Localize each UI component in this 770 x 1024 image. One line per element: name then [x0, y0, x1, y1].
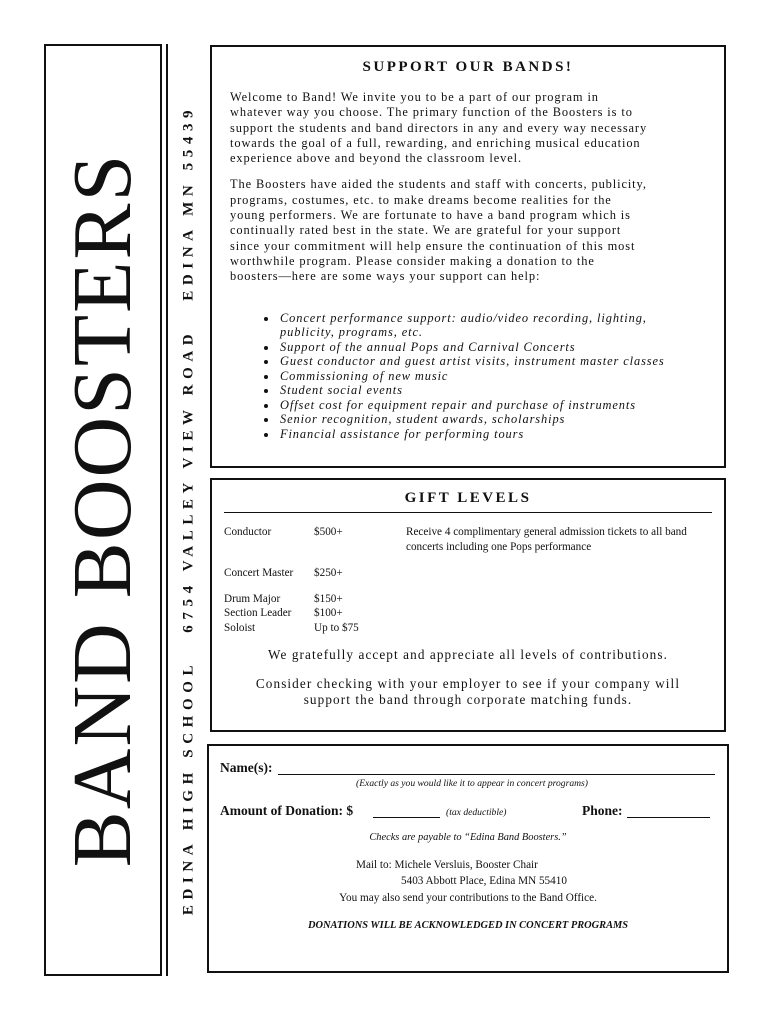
mail-address-line: 5403 Abbott Place, Edina MN 55410	[401, 875, 567, 887]
support-section	[210, 45, 726, 468]
amount-label: Amount of Donation: $	[220, 803, 354, 818]
text-line: Welcome to Band! We invite you to be a part of our program in	[230, 90, 599, 104]
name-label: Name(s):	[220, 760, 273, 775]
text-line: since your commitment will help ensure the continuation of this most	[230, 238, 636, 253]
text-line: experience above and beyond the classroom level.	[230, 151, 522, 166]
support-intro-paragraph	[230, 90, 706, 166]
list-item: • Student social events	[278, 383, 706, 398]
text-line: young performers. We are fortunate to have a band program which is	[230, 208, 631, 223]
amount-field[interactable]	[373, 817, 440, 818]
list-item: • Support of the annual Pops and Carnival Concerts	[278, 340, 706, 355]
name-field[interactable]	[278, 774, 715, 775]
band-office-note: You may also send your contributions to the Band Office.	[339, 892, 597, 904]
text-line: towards the goal of a full, rewarding, and enriching musical education	[230, 135, 641, 150]
phone-field[interactable]	[627, 817, 710, 818]
list-item: • Offset cost for equipment repair and purchase of instruments	[278, 398, 706, 413]
text-line: Consider checking with your employer to see if your company will	[255, 676, 681, 691]
text-line: whatever way you choose. The primary function of the Boosters is to	[230, 105, 633, 120]
list-item: • Guest conductor and guest artist visits, instrument master classes	[278, 354, 706, 369]
gift-heading: GIFT LEVELS	[404, 490, 532, 506]
checks-payable-note: Checks are payable to “Edina Band Boosters.”	[369, 832, 567, 843]
heading-divider	[224, 512, 712, 513]
gift-level-name: Drum Major	[224, 593, 281, 605]
text-line: programs, costumes, etc. to make dreams become realities for the	[230, 192, 612, 207]
gift-level-amount: $100+	[314, 607, 343, 619]
tax-note: (tax deductible)	[446, 807, 507, 818]
phone-label: Phone:	[582, 803, 623, 818]
gift-level-name: Concert Master	[224, 567, 294, 579]
text-line: boosters—here are some ways your support can help:	[230, 269, 541, 284]
page-title: BAND BOOSTERS	[56, 152, 149, 868]
text-line: worthwhile program. Please consider making a donation to the	[230, 253, 595, 268]
gift-level-amount: $150+	[314, 593, 343, 605]
gift-level-benefit: Receive 4 complimentary general admission tickets to all band concerts including one Pops performance	[406, 526, 687, 553]
gift-level-amount: $250+	[314, 567, 343, 579]
gift-levels-section	[210, 478, 726, 732]
name-hint: (Exactly as you would like it to appear in concert programs)	[356, 778, 588, 789]
donation-form	[207, 744, 729, 973]
matching-funds-note	[212, 676, 724, 708]
school-address: EDINA HIGH SCHOOL 6754 VALLEY VIEW ROAD EDINA MN 55439	[180, 104, 197, 916]
gift-level-name: Conductor	[224, 526, 272, 538]
gratitude-note: We gratefully accept and appreciate all levels of contributions.	[268, 647, 668, 662]
text-line: support the band through corporate matching funds.	[303, 692, 633, 707]
support-details-paragraph	[230, 177, 706, 284]
gift-level-amount: Up to $75	[314, 622, 359, 634]
text-line: The Boosters have aided the students and staff with concerts, publicity,	[230, 177, 647, 192]
text-line: continually rated best in the state. We are grateful for your support	[230, 223, 622, 238]
list-item: • Financial assistance for performing tours	[278, 427, 706, 442]
list-item: • Concert performance support: audio/video recording, lighting, publicity, programs, etc.	[278, 311, 706, 340]
text-line: support the students and band directors in any and every way necessary	[230, 120, 648, 135]
list-item: • Commissioning of new music	[278, 369, 706, 384]
support-list	[230, 311, 706, 442]
title-panel	[44, 44, 162, 976]
gift-level-name: Section Leader	[224, 607, 292, 619]
acknowledgement-note: DONATIONS WILL BE ACKNOWLEDGED IN CONCERT PROGRAMS	[307, 920, 629, 931]
gift-level-name: Soloist	[224, 622, 256, 634]
mail-to-line: Mail to: Michele Versluis, Booster Chair	[356, 859, 538, 871]
list-item: • Senior recognition, student awards, scholarships	[278, 412, 706, 427]
gift-level-amount: $500+	[314, 526, 343, 538]
support-heading: SUPPORT OUR BANDS!	[362, 59, 574, 75]
